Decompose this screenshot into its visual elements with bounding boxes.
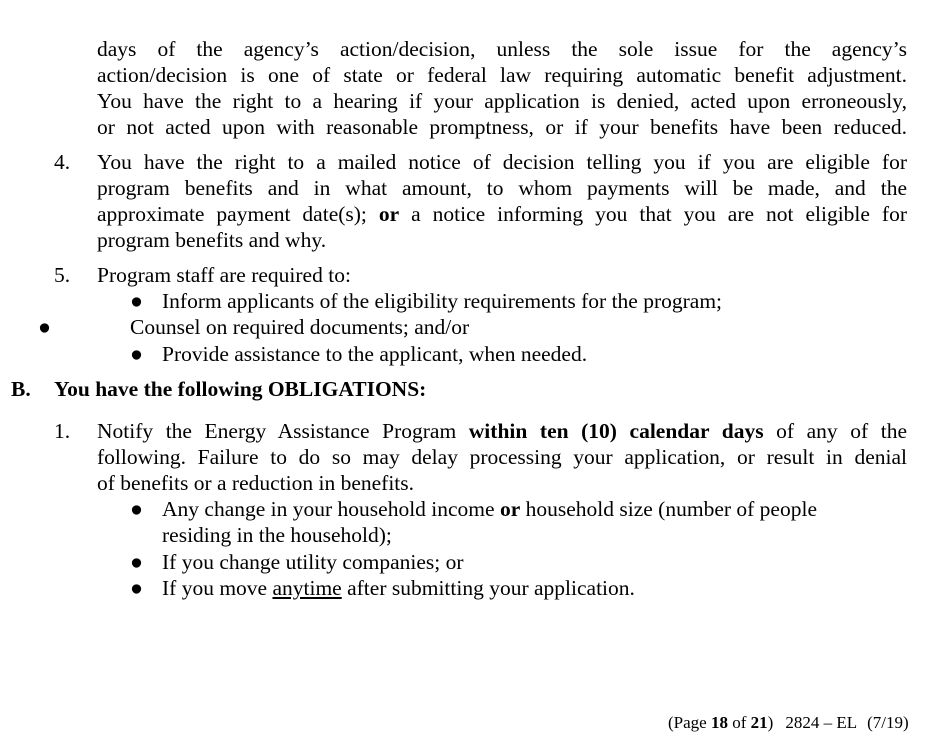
- text-run: Notify the Energy Assistance Program: [97, 419, 469, 443]
- text-run: of any of the: [763, 419, 907, 443]
- bullet-text: [162, 496, 907, 522]
- bullet-text: Provide assistance to the applicant, when needed.: [162, 342, 588, 366]
- bullet-icon: ●: [130, 289, 143, 313]
- form-revision: (7/19): [867, 713, 909, 732]
- item4-line-3: [97, 201, 907, 227]
- intro-line-2: action/decision is one of state or federal law requiring automatic benefit adjustment.: [97, 63, 907, 87]
- bullet-icon: ●: [130, 550, 143, 574]
- bullet-item: [130, 549, 464, 575]
- text-run: a notice informing you that you are not eligible for: [399, 202, 907, 226]
- page-total: 21: [750, 713, 768, 732]
- intro-line-1: days of the agency’s action/decision, unless the sole issue for the agency’s: [97, 37, 907, 61]
- section-title: You have the following OBLIGATIONS:: [54, 377, 427, 401]
- list-number: 4.: [54, 150, 71, 174]
- item5-text: Program staff are required to:: [97, 263, 351, 287]
- text-run: If you move: [162, 576, 273, 600]
- obligation1-line-3: of benefits or a reduction in benefits.: [97, 471, 415, 495]
- item4-line-1: You have the right to a mailed notice of decision telling you if you are eligible for: [97, 150, 907, 174]
- bullet-item: [130, 341, 587, 367]
- obligation1-line-2: following. Failure to do so may delay processing your application, or result in denial: [97, 445, 907, 469]
- section-letter: B.: [11, 377, 31, 401]
- page-suffix: ): [767, 713, 774, 732]
- text-run: after submitting your application.: [341, 576, 635, 600]
- text-run: approximate payment date(s);: [97, 202, 379, 226]
- emphasis-or: or: [499, 497, 521, 521]
- obligation1-line-1: [97, 418, 907, 444]
- item4-line-2: program benefits and in what amount, to whom payments will be made, and the: [97, 176, 907, 200]
- list-number: 1.: [54, 419, 71, 443]
- intro-line-4: or not acted upon with reasonable promptness, or if your benefits have been reduced.: [97, 115, 907, 139]
- intro-line-3: You have the right to a hearing if your application is denied, acted upon erroneously,: [97, 89, 907, 113]
- bullet-icon: ●: [38, 315, 51, 339]
- list-number: 5.: [54, 263, 71, 287]
- bullet-icon: ●: [130, 576, 143, 600]
- bullet-text: [162, 576, 635, 600]
- page-prefix: (Page: [668, 713, 711, 732]
- text-run: Any change in your household income: [162, 497, 500, 521]
- bullet-text: If you change utility companies; or: [162, 550, 464, 574]
- emphasis-anytime: anytime: [272, 576, 342, 600]
- item4-line-4: program benefits and why.: [97, 228, 327, 252]
- bullet-icon: ●: [130, 342, 143, 366]
- form-code: 2824 – EL: [785, 713, 858, 732]
- bullet-text-continued: residing in the household);: [162, 523, 392, 547]
- bullet-text: Counsel on required documents; and/or: [130, 315, 470, 339]
- bullet-item: [130, 575, 635, 601]
- emphasis-or: or: [378, 202, 400, 226]
- bullet-text: Inform applicants of the eligibility requirements for the program;: [162, 289, 723, 313]
- bullet-icon: ●: [130, 497, 143, 521]
- text-run: household size (number of people: [520, 497, 817, 521]
- page-current: 18: [710, 713, 728, 732]
- emphasis-deadline: within ten (10) calendar days: [468, 419, 764, 443]
- page-of: of: [727, 713, 751, 732]
- bullet-item: [130, 288, 722, 314]
- page-footer: [668, 713, 909, 733]
